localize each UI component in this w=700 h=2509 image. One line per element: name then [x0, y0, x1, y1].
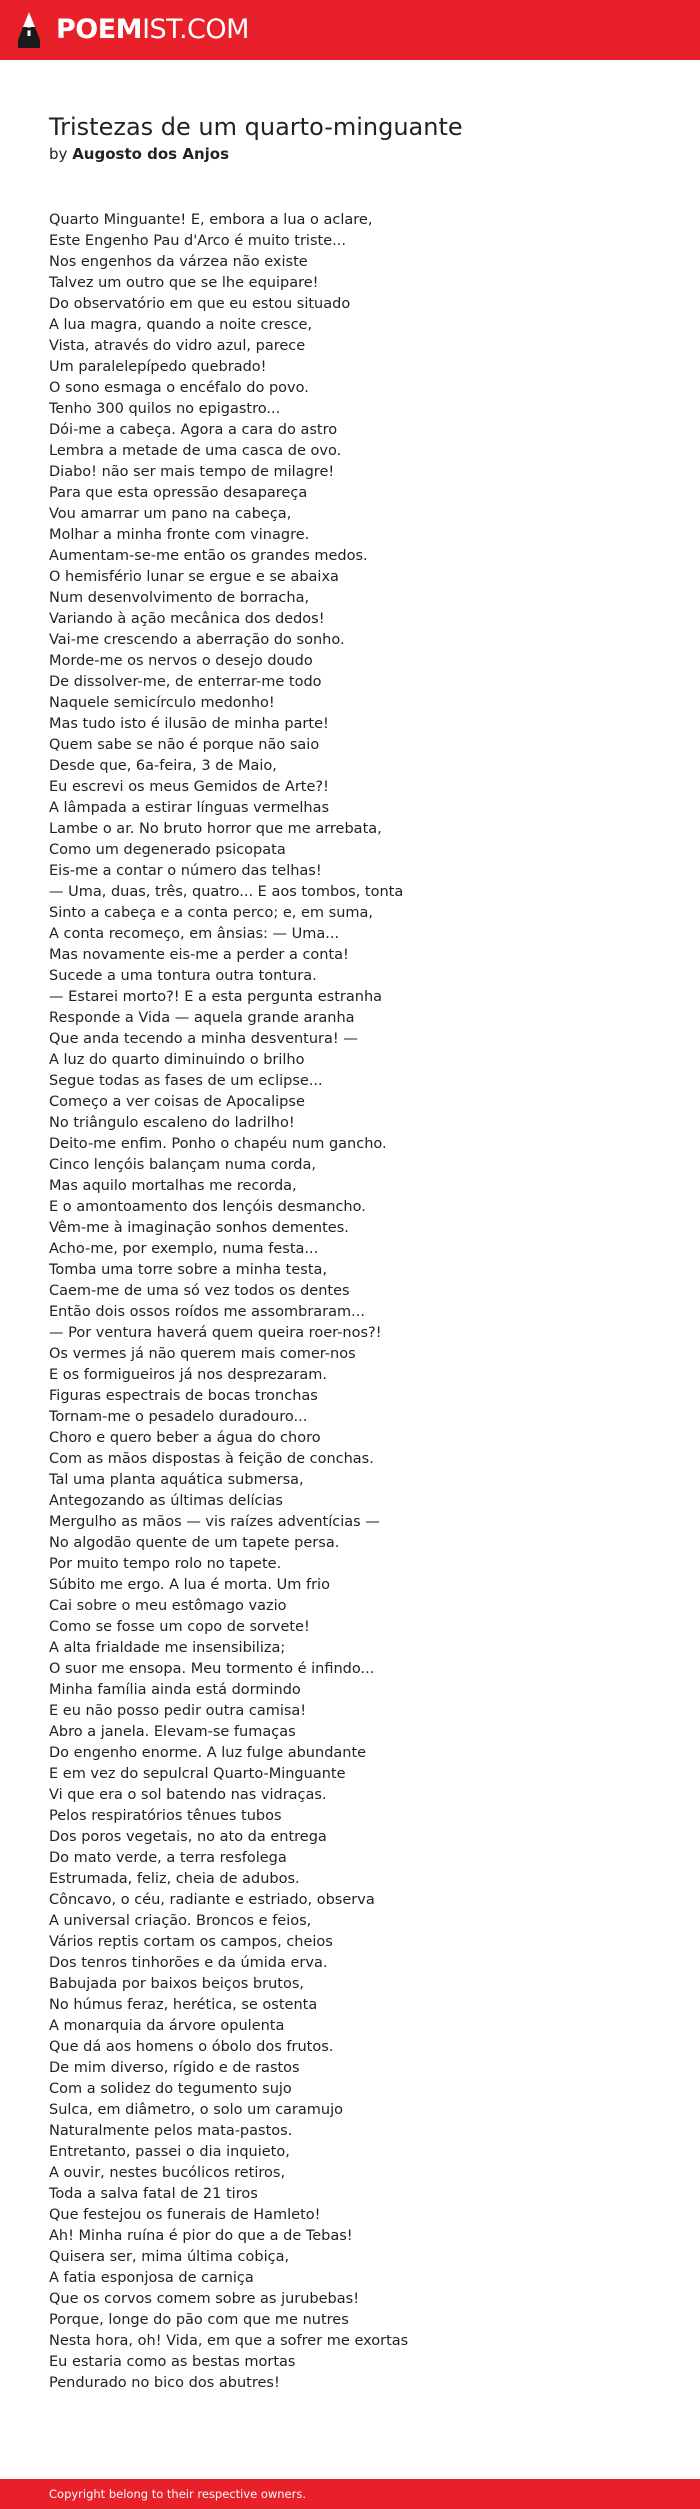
- poem-line: Toda a salva fatal de 21 tiros: [49, 2186, 258, 2202]
- poem-line: Talvez um outro que se lhe equipare!: [49, 275, 319, 291]
- poem-line: Como um degenerado psicopata: [49, 842, 286, 858]
- poem-line: Entretanto, passei o dia inquieto,: [49, 2144, 290, 2160]
- poem-line: Acho-me, por exemplo, numa festa...: [49, 1241, 319, 1257]
- poem-line: No algodão quente de um tapete persa.: [49, 1535, 340, 1551]
- poem-line: Com a solidez do tegumento sujo: [49, 2081, 292, 2097]
- byline: [49, 144, 659, 164]
- poem-line: Lembra a metade de uma casca de ovo.: [49, 443, 342, 459]
- poem-line: Quarto Minguante! E, embora a lua o aclare,: [49, 212, 373, 228]
- poem-line: A lâmpada a estirar línguas vermelhas: [49, 800, 330, 816]
- poem-line: Babujada por baixos beiços brutos,: [49, 1976, 305, 1992]
- poem-line: Um paralelepípedo quebrado!: [49, 359, 267, 375]
- poem-line: Caem-me de uma só vez todos os dentes: [49, 1283, 350, 1299]
- poem-line: Eis-me a contar o número das telhas!: [49, 863, 322, 879]
- poem-title: Tristezas de um quarto-minguante: [49, 113, 463, 141]
- poem-line: Para que esta opressão desapareça: [49, 485, 308, 501]
- site-logo-link[interactable]: [16, 10, 249, 50]
- poem-line: Quem sabe se não é porque não saio: [49, 737, 320, 753]
- poem-line: Tal uma planta aquática submersa,: [49, 1472, 304, 1488]
- poem-line: Por muito tempo rolo no tapete.: [49, 1556, 282, 1572]
- logo-text-bold: POEM: [56, 14, 143, 45]
- poem-line: Mas novamente eis-me a perder a conta!: [49, 947, 349, 963]
- poem-line: Sulca, em diâmetro, o solo um caramujo: [49, 2102, 343, 2118]
- poem-line: Variando à ação mecânica dos dedos!: [49, 611, 325, 627]
- poem-line: Nos engenhos da várzea não existe: [49, 254, 308, 270]
- poem-line: E os formigueiros já nos desprezaram.: [49, 1367, 327, 1383]
- poem-line: — Estarei morto?! E a esta pergunta estranha: [49, 989, 383, 1005]
- poem-line: Figuras espectrais de bocas tronchas: [49, 1388, 318, 1404]
- poem-line: A monarquia da árvore opulenta: [49, 2018, 285, 2034]
- poem-line: Cai sobre o meu estômago vazio: [49, 1598, 287, 1614]
- poem-line: Vou amarrar um pano na cabeça,: [49, 506, 292, 522]
- poem-line: O hemisfério lunar se ergue e se abaixa: [49, 569, 339, 585]
- poem-line: Porque, longe do pão com que me nutres: [49, 2312, 349, 2328]
- poem-line: Morde-me os nervos o desejo doudo: [49, 653, 313, 669]
- poem-line: Aumentam-se-me então os grandes medos.: [49, 548, 368, 564]
- poem-line: Num desenvolvimento de borracha,: [49, 590, 310, 606]
- poem-line: A universal criação. Broncos e feios,: [49, 1913, 312, 1929]
- poem-line: Pelos respiratórios tênues tubos: [49, 1808, 282, 1824]
- site-header: [0, 0, 700, 60]
- poem-line: E o amontoamento dos lençóis desmancho.: [49, 1199, 366, 1215]
- poem-line: Vista, através do vidro azul, parece: [49, 338, 306, 354]
- poem-line: De mim diverso, rígido e de rastos: [49, 2060, 300, 2076]
- poem-line: — Por ventura haverá quem queira roer-nos?!: [49, 1325, 382, 1341]
- poem-line: Vai-me crescendo a aberração do sonho.: [49, 632, 345, 648]
- poem-line: Naquele semicírculo medonho!: [49, 695, 275, 711]
- poem-line: Lambe o ar. No bruto horror que me arrebata,: [49, 821, 382, 837]
- poem-line: A ouvir, nestes bucólicos retiros,: [49, 2165, 286, 2181]
- poem-line: Eu estaria como as bestas mortas: [49, 2354, 296, 2370]
- poem-line: Deito-me enfim. Ponho o chapéu num gancho.: [49, 1136, 387, 1152]
- poem-line: Sucede a uma tontura outra tontura.: [49, 968, 317, 984]
- poem-line: A luz do quarto diminuindo o brilho: [49, 1052, 305, 1068]
- poem-line: Os vermes já não querem mais comer-nos: [49, 1346, 356, 1362]
- poem-line: A conta recomeço, em ânsias: — Uma...: [49, 926, 340, 942]
- poem-content: [49, 110, 659, 2394]
- poem-line: Quisera ser, mima última cobiça,: [49, 2249, 290, 2265]
- poem-line: O sono esmaga o encéfalo do povo.: [49, 380, 309, 396]
- poem-line: Dos tenros tinhorões e da úmida erva.: [49, 1955, 328, 1971]
- poem-line: Do engenho enorme. A luz fulge abundante: [49, 1745, 367, 1761]
- poem-line: Mergulho as mãos — vis raízes adventícias —: [49, 1514, 380, 1530]
- site-footer: [0, 2479, 700, 2509]
- poem-line: — Uma, duas, três, quatro... E aos tombos, tonta: [49, 884, 404, 900]
- poem-line: Côncavo, o céu, radiante e estriado, observa: [49, 1892, 375, 1908]
- poem-line: Tornam-me o pesadelo duradouro...: [49, 1409, 308, 1425]
- poem-line: Ah! Minha ruína é pior do que a de Tebas!: [49, 2228, 353, 2244]
- poem-line: Dói-me a cabeça. Agora a cara do astro: [49, 422, 338, 438]
- poem-line: Nesta hora, oh! Vida, em que a sofrer me exortas: [49, 2333, 409, 2349]
- poem-line: Pendurado no bico dos abutres!: [49, 2375, 280, 2391]
- poem-line: Vi que era o sol batendo nas vidraças.: [49, 1787, 327, 1803]
- poem-line: Abro a janela. Elevam-se fumaças: [49, 1724, 296, 1740]
- poem-line: Responde a Vida — aquela grande aranha: [49, 1010, 355, 1026]
- poem-line: Que festejou os funerais de Hamleto!: [49, 2207, 321, 2223]
- poem-line: Que anda tecendo a minha desventura! —: [49, 1031, 358, 1047]
- poem-line: No húmus feraz, herética, se ostenta: [49, 1997, 318, 2013]
- poem-line: Tomba uma torre sobre a minha testa,: [49, 1262, 327, 1278]
- footer-copyright: Copyright belong to their respective owners.: [49, 2487, 307, 2501]
- poem-line: Então dois ossos roídos me assombraram...: [49, 1304, 365, 1320]
- poem-line: Do observatório em que eu estou situado: [49, 296, 351, 312]
- poem-line: De dissolver-me, de enterrar-me todo: [49, 674, 322, 690]
- poem-line: No triângulo escaleno do ladrilho!: [49, 1115, 295, 1131]
- poem-body: [49, 210, 659, 2394]
- poem-line: A lua magra, quando a noite cresce,: [49, 317, 313, 333]
- poem-line: Naturalmente pelos mata-pastos.: [49, 2123, 293, 2139]
- poem-line: Mas aquilo mortalhas me recorda,: [49, 1178, 297, 1194]
- poem-line: A fatia esponjosa de carniça: [49, 2270, 254, 2286]
- poem-line: Cinco lençóis balançam numa corda,: [49, 1157, 317, 1173]
- poem-line: E em vez do sepulcral Quarto-Minguante: [49, 1766, 346, 1782]
- poem-line: Minha família ainda está dormindo: [49, 1682, 301, 1698]
- poem-line: Como se fosse um copo de sorvete!: [49, 1619, 310, 1635]
- poem-line: Antegozando as últimas delícias: [49, 1493, 283, 1509]
- pencil-nib-icon: [16, 10, 42, 50]
- poem-line: Este Engenho Pau d'Arco é muito triste...: [49, 233, 346, 249]
- poem-line: Sinto a cabeça e a conta perco; e, em suma,: [49, 905, 374, 921]
- site-logo-text: [56, 10, 249, 50]
- poem-line: Diabo! não ser mais tempo de milagre!: [49, 464, 335, 480]
- poem-line: Mas tudo isto é ilusão de minha parte!: [49, 716, 329, 732]
- poem-line: E eu não posso pedir outra camisa!: [49, 1703, 307, 1719]
- poem-line: Vêm-me à imaginação sonhos dementes.: [49, 1220, 349, 1236]
- poem-line: Com as mãos dispostas à feição de conchas.: [49, 1451, 374, 1467]
- poem-line: Eu escrevi os meus Gemidos de Arte?!: [49, 779, 329, 795]
- poem-line: Tenho 300 quilos no epigastro...: [49, 401, 281, 417]
- poem-line: Dos poros vegetais, no ato da entrega: [49, 1829, 327, 1845]
- poem-line: Choro e quero beber a água do choro: [49, 1430, 321, 1446]
- poem-line: O suor me ensopa. Meu tormento é infindo...: [49, 1661, 375, 1677]
- poem-line: A alta frialdade me insensibiliza;: [49, 1640, 286, 1656]
- logo-text-light: IST.COM: [142, 14, 249, 45]
- poem-line: Que dá aos homens o óbolo dos frutos.: [49, 2039, 334, 2055]
- poem-line: Começo a ver coisas de Apocalipse: [49, 1094, 305, 1110]
- author-link[interactable]: Augosto dos Anjos: [72, 145, 229, 163]
- poem-line: Do mato verde, a terra resfolega: [49, 1850, 287, 1866]
- poem-line: Estrumada, feliz, cheia de adubos.: [49, 1871, 300, 1887]
- poem-line: Segue todas as fases de um eclipse...: [49, 1073, 323, 1089]
- poem-line: Desde que, 6a-feira, 3 de Maio,: [49, 758, 277, 774]
- poem-line: Molhar a minha fronte com vinagre.: [49, 527, 310, 543]
- poem-line: Que os corvos comem sobre as jurubebas!: [49, 2291, 360, 2307]
- poem-line: Vários reptis cortam os campos, cheios: [49, 1934, 333, 1950]
- poem-line: Súbito me ergo. A lua é morta. Um frio: [49, 1577, 330, 1593]
- byline-prefix: by: [49, 145, 68, 163]
